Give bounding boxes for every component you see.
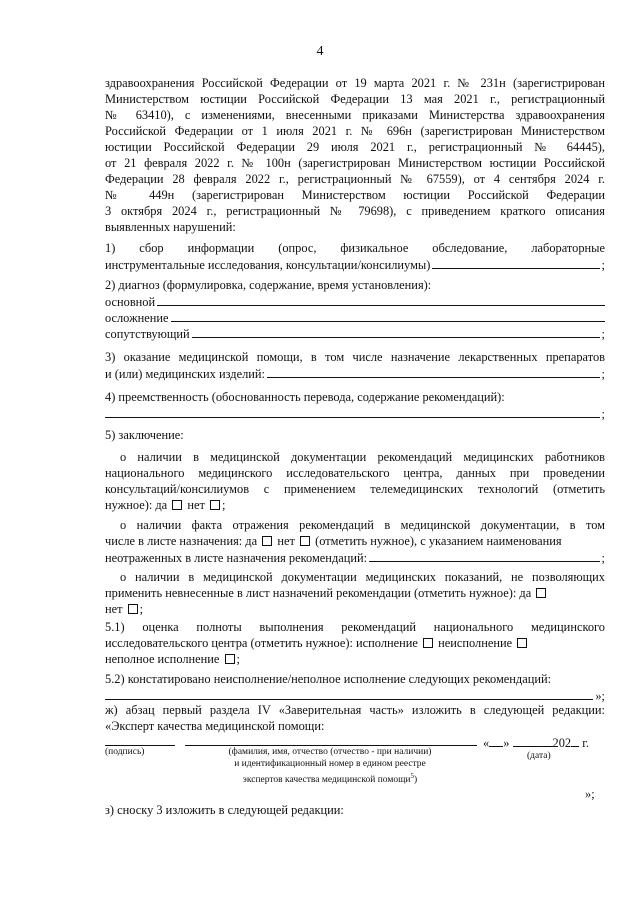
item51-partial-label: неполное исполнение xyxy=(105,652,220,666)
footnote-mark: 5 xyxy=(410,772,415,780)
item5-p1-line2: национального медицинского исследовательского центра, данных при проведении xyxy=(105,466,605,480)
signature-end: »; xyxy=(585,787,595,801)
item5-p2-line2 xyxy=(105,534,605,550)
item3-blank xyxy=(267,366,600,378)
item2-concomitant-blank xyxy=(192,326,600,338)
item51-exec-label: исследовательского центра (отметить нужное): исполнение xyxy=(105,636,418,650)
page-number: 4 xyxy=(316,44,324,59)
item5-p2-line1: о наличии факта отражения рекомендаций в медицинской документации, в том xyxy=(120,518,605,532)
zh-line2: «Эксперт качества медицинской помощи: xyxy=(105,719,325,733)
caption-name-1: (фамилия, имя, отчество (отчество - при наличии) xyxy=(228,747,432,757)
checkbox-icon xyxy=(423,638,433,648)
item5-p2-end: ; xyxy=(601,551,605,565)
item5-p3-end: ; xyxy=(139,602,144,616)
item5-p1-line1: о наличии в медицинской документации рекомендаций медицинских работников xyxy=(120,450,605,464)
item5-p1-line3: консультаций/консилиумов с применением телемедицинских технологий (отметить xyxy=(105,482,605,496)
caption-date: (дата) xyxy=(527,751,551,761)
intro-line-7: Федерации 28 февраля 2022 г., регистрационный № 67559), от 4 сентября 2024 г. xyxy=(105,172,605,186)
item51-line2 xyxy=(105,636,605,652)
item2-heading: 2) диагноз (формулировка, содержание, время установления): xyxy=(105,278,432,292)
checkbox-icon xyxy=(128,604,138,614)
item52-blank xyxy=(105,688,593,700)
item5-p3-line3 xyxy=(105,602,605,618)
checkbox-icon xyxy=(536,588,546,598)
year-text: 202 xyxy=(552,736,572,750)
item5-p3-no-label: нет xyxy=(105,602,123,616)
zh-line1: ж) абзац первый раздела IV «Заверительная часть» изложить в следующей редакции: xyxy=(105,703,605,717)
checkbox-icon xyxy=(517,638,527,648)
item2-complication-row xyxy=(105,310,605,327)
item3-line2-text: и (или) медицинских изделий: xyxy=(105,367,265,381)
item52-end: »; xyxy=(595,689,605,703)
quote-close: » xyxy=(503,736,510,750)
z-line1: з) сноску 3 изложить в следующей редакции: xyxy=(105,803,344,817)
caption-name-3: экспертов качества медицинской помощи$^5$) xyxy=(242,772,418,786)
intro-line-10: выявленных нарушений: xyxy=(105,220,236,234)
item1-blank xyxy=(432,257,599,269)
signature-line xyxy=(105,745,175,746)
item2-main-blank xyxy=(157,294,605,306)
checkbox-icon xyxy=(210,500,220,510)
item2-concomitant-label: сопутствующий xyxy=(105,327,190,341)
item2-concomitant-row xyxy=(105,326,605,343)
item5-p1-line4 xyxy=(105,498,605,514)
item4-end: ; xyxy=(601,407,605,421)
item1-line2 xyxy=(105,257,605,274)
item5-p3-line2-text: применить невнесенные в лист назначений рекомендации (отметить нужное): да xyxy=(105,586,532,600)
checkbox-icon xyxy=(262,536,272,546)
item2-end: ; xyxy=(601,327,605,341)
intro-line-5: юстиции Российской Федерации 29 июля 2021 г., регистрационный № 64445), xyxy=(105,140,605,154)
item5-p3-line2 xyxy=(105,586,605,602)
item5-p1-yes-label: нужное): да xyxy=(105,498,168,512)
item51-nonexec-label: неисполнение xyxy=(438,636,513,650)
intro-line-8: № 449н (зарегистрирован Министерством юстиции Российской Федерации xyxy=(105,188,605,202)
item1-line2-text: инструментальные исследования, консультации/консилиумы) xyxy=(105,258,431,272)
year-suffix: г. xyxy=(582,736,589,750)
name-line xyxy=(185,745,477,746)
item2-complication-blank xyxy=(171,310,605,322)
item1-line1: 1) сбор информации (опрос, физикальное обследование, лабораторные xyxy=(105,241,605,255)
date-row xyxy=(483,736,613,752)
item5-heading: 5) заключение: xyxy=(105,428,184,442)
item5-p1-no-label: нет xyxy=(187,498,205,512)
item4-blank xyxy=(105,406,600,418)
item2-main-label: основной xyxy=(105,295,156,309)
item2-main-row xyxy=(105,294,605,311)
intro-line-1: здравоохранения Российской Федерации от 19 марта 2021 г. № 231н (зарегистрирован xyxy=(105,76,605,90)
intro-line-2: Министерством юстиции Российской Федерации 13 мая 2021 г., регистрационный xyxy=(105,92,605,106)
item1-end: ; xyxy=(601,258,605,272)
checkbox-icon xyxy=(300,536,310,546)
item2-complication-label: осложнение xyxy=(105,311,169,325)
item5-p2-rest: (отметить нужное), с указанием наименования xyxy=(315,534,562,548)
checkbox-icon xyxy=(172,500,182,510)
item3-end: ; xyxy=(601,367,605,381)
item5-p2-blank xyxy=(369,550,599,562)
item5-p2-line3 xyxy=(105,550,605,567)
intro-line-9: 3 октября 2024 г., регистрационный № 79698), с приведением краткого описания xyxy=(105,204,605,218)
intro-line-6: от 21 февраля 2022 г. № 100н (зарегистрирован Министерством юстиции Российской xyxy=(105,156,605,170)
caption-sign: (подпись) xyxy=(105,747,145,757)
intro-line-4: Российской Федерации от 1 июля 2021 г. № 696н (зарегистрирован Министерством xyxy=(105,124,605,138)
item4-line2 xyxy=(105,406,605,423)
item51-line1: 5.1) оценка полноты выполнения рекомендаций национального медицинского xyxy=(105,620,605,634)
item3-line1: 3) оказание медицинской помощи, в том числе назначение лекарственных препаратов xyxy=(105,350,605,364)
intro-line-3: № 63410), с изменениями, внесенными приказами Министерства здравоохранения xyxy=(105,108,605,122)
item51-line3 xyxy=(105,652,605,668)
item5-p2-no-label: нет xyxy=(277,534,295,548)
item5-p2-line3-text: неотраженных в листе назначения рекомендаций: xyxy=(105,551,368,565)
checkbox-icon xyxy=(225,654,235,664)
item52-line1: 5.2) констатировано неисполнение/неполное исполнение следующих рекомендаций: xyxy=(105,672,552,686)
item5-p2-yes-label: числе в листе назначения: да xyxy=(105,534,258,548)
item51-end: ; xyxy=(236,652,240,666)
quote-open: « xyxy=(483,736,490,750)
caption-name-2: и идентификационный номер в едином реестре xyxy=(234,759,426,769)
item4-line1: 4) преемственность (обоснованность перевода, содержание рекомендаций): xyxy=(105,390,505,404)
item5-p1-end: ; xyxy=(222,498,226,512)
item5-p3-line1: о наличии в медицинской документации медицинских показаний, не позволяющих xyxy=(120,570,605,584)
item3-line2 xyxy=(105,366,605,383)
